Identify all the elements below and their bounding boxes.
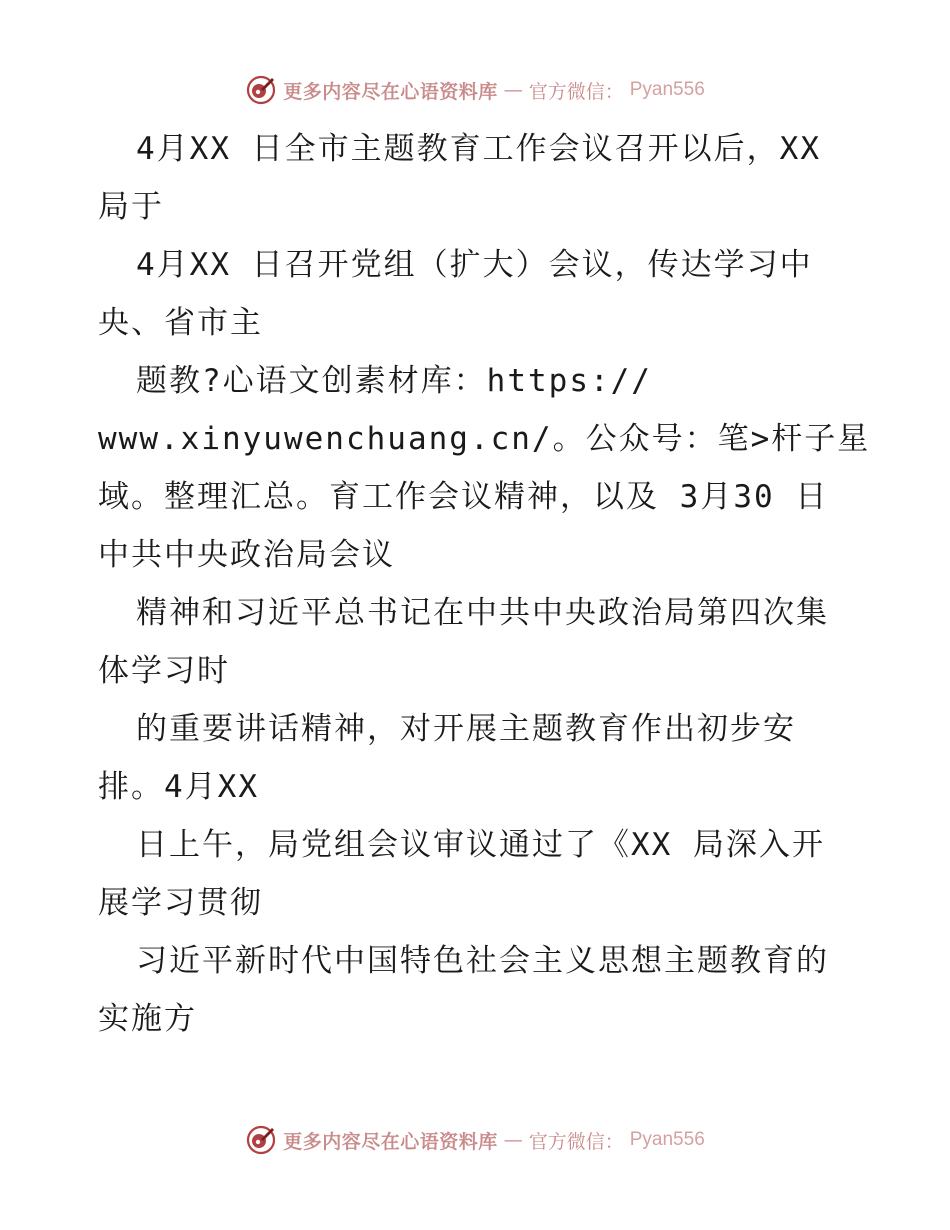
- text-line: www.xinyuwenchuang.cn/。公众号：笔>杆子星: [98, 421, 871, 457]
- text-line: 央、省市主: [98, 305, 263, 341]
- text-line: 的重要讲话精神，对开展主题教育作出初步安: [136, 711, 796, 747]
- text-line: 4月XX 日全市主题教育工作会议召开以后，XX: [136, 131, 821, 167]
- footer-banner: [0, 1120, 950, 1160]
- text-line: 展学习贯彻: [98, 885, 263, 921]
- banner-wechat-label: 官方微信：: [528, 80, 624, 103]
- text-line: 习近平新时代中国特色社会主义思想主题教育的: [136, 943, 829, 979]
- banner-separator: —: [503, 1129, 523, 1151]
- pen-logo-icon: [245, 1124, 277, 1156]
- banner-wechat-id: Pyan556: [629, 1129, 705, 1150]
- banner-wechat-id: Pyan556: [629, 79, 705, 100]
- document-body: [98, 120, 871, 1048]
- text-line: 中共中央政治局会议: [98, 537, 395, 573]
- text-line: 局于: [98, 189, 164, 225]
- pen-logo-icon: [245, 74, 277, 106]
- banner-site-text: 更多内容尽在心语资料库: [283, 1130, 498, 1153]
- header-banner: [0, 70, 950, 110]
- text-line: 域。整理汇总。育工作会议精神，以及 3月30 日: [98, 479, 829, 515]
- text-line: 4月XX 日召开党组（扩大）会议，传达学习中: [136, 247, 813, 283]
- text-line: 题教?心语文创素材库：https://: [136, 363, 652, 399]
- banner-site-text: 更多内容尽在心语资料库: [283, 80, 498, 103]
- text-line: 精神和习近平总书记在中共中央政治局第四次集: [136, 595, 829, 631]
- text-line: 日上午，局党组会议审议通过了《XX 局深入开: [136, 827, 825, 863]
- text-line: 体学习时: [98, 653, 230, 689]
- banner-separator: —: [503, 79, 523, 101]
- text-line: 排。4月XX: [98, 769, 259, 805]
- banner-wechat-label: 官方微信：: [528, 1130, 624, 1153]
- text-line: 实施方: [98, 1001, 197, 1037]
